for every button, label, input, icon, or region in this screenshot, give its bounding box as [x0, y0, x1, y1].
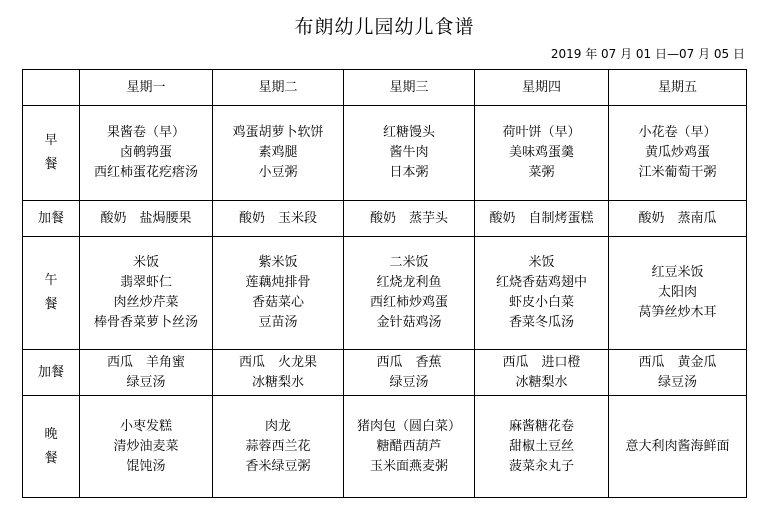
dish-list [113, 417, 178, 477]
dish-item: 酸奶 蒸南瓜 [638, 210, 717, 226]
meal-row [23, 350, 747, 396]
dish-list [370, 253, 448, 333]
dish-item: 菜粥 [528, 165, 555, 180]
menu-cell-thu [475, 237, 609, 350]
meal-row [23, 201, 747, 237]
day-header-tue: 星期二 [213, 70, 344, 106]
dish-item: 太阳肉 [657, 285, 697, 300]
dish-item: 米饭 [132, 255, 159, 270]
dish-list [232, 123, 323, 183]
dish-item: 西瓜 羊角蜜 [106, 354, 185, 370]
dish-item: 酱牛肉 [389, 145, 429, 160]
dish-item: 西红柿蛋花疙瘩汤 [93, 165, 198, 180]
menu-cell-mon [80, 237, 213, 350]
dish-item: 意大利肉酱海鲜面 [625, 438, 730, 454]
meal-label-char: 早 [44, 133, 58, 148]
dish-item: 馄饨汤 [126, 458, 166, 474]
menu-cell-mon [80, 201, 213, 237]
dish-list [502, 123, 580, 183]
menu-cell-thu [475, 201, 609, 237]
dish-item: 美味鸡蛋羹 [508, 145, 574, 160]
dish-item: 红豆米饭 [651, 265, 704, 280]
menu-cell-wed [344, 201, 475, 237]
day-header-mon: 星期一 [80, 70, 213, 106]
meal-label-char: 餐 [44, 297, 58, 312]
menu-cell-wed [344, 350, 475, 396]
menu-cell-tue [213, 201, 344, 237]
dish-item: 卤鹌鹑蛋 [119, 145, 172, 160]
meal-label-cell [23, 237, 80, 350]
dish-item: 莴笋丝炒木耳 [638, 305, 717, 320]
dish-list [509, 417, 574, 477]
dish-list [496, 253, 587, 333]
menu-table [22, 69, 747, 498]
dish-item: 冰糖梨水 [251, 374, 304, 390]
page-title: 布朗幼儿园幼儿食谱 [294, 16, 475, 38]
dish-list [638, 263, 716, 323]
dish-item: 肉丝炒芹菜 [113, 295, 179, 310]
dish-item: 酸奶 盐焗腰果 [100, 210, 192, 226]
dish-item: 绿豆汤 [389, 374, 429, 390]
dish-list [100, 209, 191, 229]
dish-item: 西瓜 香蕉 [376, 354, 442, 370]
day-header-fri: 星期五 [609, 70, 747, 106]
dish-item: 西瓜 黄金瓜 [638, 354, 717, 370]
menu-cell-fri [609, 237, 747, 350]
dish-item: 香菇菜心 [251, 295, 304, 310]
dish-item: 莲藕炖排骨 [245, 275, 311, 290]
dish-item: 香菜冬瓜汤 [508, 315, 574, 330]
meal-label-cell [23, 396, 80, 498]
dish-item: 豆苗汤 [258, 315, 298, 330]
menu-cell-fri [609, 396, 747, 498]
dish-item: 肉龙 [264, 418, 291, 434]
meal-label-cell [23, 106, 80, 201]
dish-item: 虾皮小白菜 [508, 295, 574, 310]
dish-item: 酸奶 蒸芋头 [369, 210, 448, 226]
dish-item: 翡翠虾仁 [119, 275, 172, 290]
dish-list [239, 353, 317, 393]
dish-item: 酸奶 自制烤蛋糕 [489, 210, 594, 226]
dish-list [370, 209, 448, 229]
meal-label-char: 餐 [44, 450, 58, 466]
dish-item: 小豆粥 [258, 165, 298, 180]
dish-list [107, 353, 185, 393]
dish-list [625, 437, 729, 457]
dish-item: 西瓜 进口橙 [502, 354, 581, 370]
dish-item: 甜椒土豆丝 [508, 438, 574, 454]
dish-item: 冰糖梨水 [515, 374, 568, 390]
dish-item: 米饭 [528, 255, 555, 270]
day-header-thu: 星期四 [475, 70, 609, 106]
meal-row [23, 106, 747, 201]
meal-label-cell [23, 201, 80, 237]
menu-cell-fri [609, 201, 747, 237]
dish-list [245, 417, 310, 477]
dish-list [245, 253, 310, 333]
dish-item: 日本粥 [389, 165, 429, 180]
menu-cell-tue [213, 350, 344, 396]
corner-cell [23, 70, 80, 106]
dish-item: 二米饭 [389, 255, 429, 270]
dish-list [94, 123, 198, 183]
dish-list [502, 353, 580, 393]
dish-item: 西红柿炒鸡蛋 [369, 295, 448, 310]
dish-item: 菠菜汆丸子 [508, 458, 574, 474]
menu-cell-thu [475, 106, 609, 201]
menu-cell-mon [80, 396, 213, 498]
meal-label-char: 餐 [44, 157, 58, 172]
dish-list [383, 123, 435, 183]
meal-label: 加餐 [37, 364, 64, 380]
menu-cell-tue [213, 106, 344, 201]
menu-cell-wed [344, 237, 475, 350]
menu-cell-mon [80, 106, 213, 201]
meal-row [23, 396, 747, 498]
dish-item: 红糖馒头 [382, 125, 435, 140]
dish-item: 麻酱糖花卷 [508, 418, 574, 434]
dish-item: 鸡蛋胡萝卜软饼 [232, 125, 324, 140]
dish-item: 荷叶饼（早） [502, 125, 581, 140]
dish-item: 糖醋西葫芦 [376, 438, 442, 454]
menu-cell-thu [475, 396, 609, 498]
dish-item: 香米绿豆粥 [245, 458, 311, 474]
meal-label [44, 269, 58, 317]
dish-item: 酸奶 玉米段 [238, 210, 317, 226]
date-range: 2019 年 07 月 01 日—07 月 05 日 [550, 47, 745, 61]
dish-item: 蒜蓉西兰花 [245, 438, 311, 454]
dish-item: 小花卷（早） [638, 125, 717, 140]
menu-cell-wed [344, 396, 475, 498]
dish-item: 小枣发糕 [119, 418, 172, 434]
meal-label: 加餐 [37, 210, 64, 226]
dish-list [638, 209, 716, 229]
dish-list [638, 123, 716, 183]
dish-item: 黄瓜炒鸡蛋 [644, 145, 710, 160]
menu-cell-tue [213, 237, 344, 350]
dish-item: 果酱卷（早） [106, 125, 185, 140]
dish-list [489, 209, 593, 229]
dish-item: 绿豆汤 [126, 374, 166, 390]
dish-list [376, 353, 441, 393]
dish-list [357, 417, 461, 477]
dish-item: 红烧龙利鱼 [376, 275, 442, 290]
dish-item: 江米葡萄干粥 [638, 165, 717, 180]
menu-cell-tue [213, 396, 344, 498]
dish-item: 清炒油麦菜 [113, 438, 179, 454]
dish-list [638, 353, 716, 393]
dish-item: 绿豆汤 [657, 374, 697, 390]
dish-item: 金针菇鸡汤 [376, 315, 442, 330]
dish-list [94, 253, 198, 333]
menu-cell-wed [344, 106, 475, 201]
meal-label [44, 129, 58, 177]
dish-item: 棒骨香菜萝卜丝汤 [93, 315, 198, 330]
meal-label-char: 晚 [44, 426, 58, 442]
day-header-wed: 星期三 [344, 70, 475, 106]
dish-item: 素鸡腿 [258, 145, 298, 160]
dish-item: 玉米面燕麦粥 [369, 458, 448, 474]
meal-label [44, 423, 58, 471]
menu-cell-mon [80, 350, 213, 396]
header-row [23, 70, 747, 106]
meal-row [23, 237, 747, 350]
dish-item: 猪肉包（圆白菜） [356, 418, 461, 434]
dish-item: 紫米饭 [258, 255, 298, 270]
dish-item: 西瓜 火龙果 [238, 354, 317, 370]
menu-cell-fri [609, 106, 747, 201]
meal-label-char: 午 [44, 273, 58, 288]
menu-cell-fri [609, 350, 747, 396]
dish-item: 红烧香菇鸡翅中 [495, 275, 587, 290]
menu-cell-thu [475, 350, 609, 396]
meal-label-cell [23, 350, 80, 396]
dish-list [239, 209, 317, 229]
